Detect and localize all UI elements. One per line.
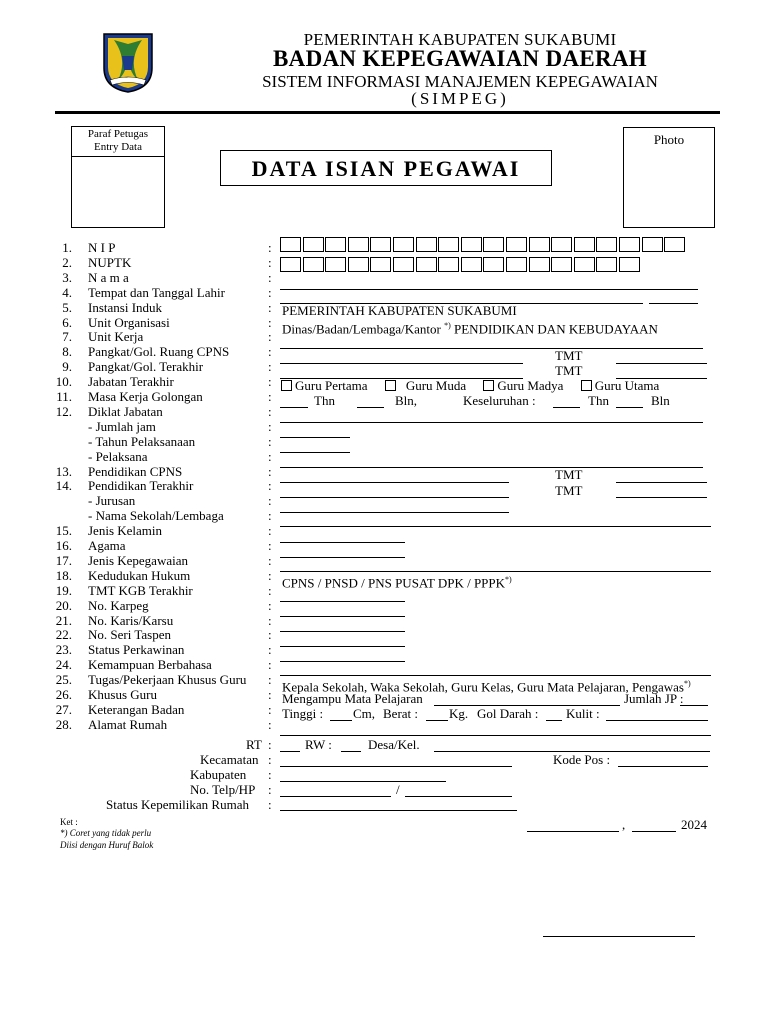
date-field[interactable]	[632, 831, 676, 832]
digit-cell[interactable]	[483, 237, 504, 252]
pelaksana-field[interactable]	[280, 467, 703, 468]
digit-cell[interactable]	[483, 257, 504, 272]
ket-note-2: Diisi dengan Huruf Balok	[60, 840, 154, 850]
jumlah-jp-label: Jumlah JP :	[624, 691, 684, 706]
field-label: Jenis Kepegawaian	[88, 553, 188, 568]
colon: :	[268, 797, 272, 812]
colon: :	[268, 583, 272, 598]
signature-line[interactable]	[543, 936, 695, 937]
field-label: Pendidikan Terakhir	[88, 478, 194, 493]
field-row	[0, 478, 768, 493]
field-label: Status Perkawinan	[88, 642, 185, 657]
colon: :	[268, 782, 272, 797]
field-row	[0, 627, 768, 642]
field-number: 3.	[62, 270, 72, 285]
colon: :	[268, 568, 272, 583]
nama-field[interactable]	[280, 289, 698, 290]
header-system: SISTEM INFORMASI MANAJEMEN KEPEGAWAIAN	[262, 72, 658, 91]
field-label: Masa Kerja Golongan	[88, 389, 203, 404]
digit-cell[interactable]	[280, 237, 301, 252]
colon: :	[268, 404, 272, 419]
digit-cell[interactable]	[348, 237, 369, 252]
unit-org-value: Dinas/Badan/Lembaga/Kantor *) PENDIDIKAN DAN KEBUDAYAAN	[282, 321, 658, 337]
field-number: 18.	[55, 568, 72, 583]
kedudukan-value: CPNS / PNSD / PNS PUSAT DPK / PPPK*)	[282, 575, 512, 591]
photo-box	[623, 127, 715, 228]
instansi-value: PEMERINTAH KABUPATEN SUKABUMI	[282, 303, 517, 318]
opt-guru-pertama[interactable]: Guru Pertama	[281, 378, 368, 393]
field-label: Keterangan Badan	[88, 702, 185, 717]
keseluruhan-label: Keseluruhan :	[463, 393, 536, 408]
field-number: 24.	[55, 657, 72, 672]
field-label: Tempat dan Tanggal Lahir	[88, 285, 225, 300]
field-label: Pendidikan CPNS	[88, 464, 183, 479]
tmt-cpns-field[interactable]	[616, 363, 707, 364]
field-number: 16.	[55, 538, 72, 553]
gol-darah-label: Gol Darah :	[477, 706, 539, 721]
colon: :	[268, 642, 272, 657]
jumlah-jp-field[interactable]	[680, 705, 708, 706]
digit-cell[interactable]	[393, 257, 414, 272]
pendidikan-cpns-field[interactable]	[280, 482, 509, 483]
field-row	[0, 642, 768, 657]
tmt-label: TMT	[555, 467, 583, 482]
field-label: N I P	[88, 240, 116, 255]
opt-guru-muda[interactable]: Guru Muda	[385, 378, 466, 393]
date-year: 2024	[681, 817, 707, 832]
field-label: No. Karis/Karsu	[88, 613, 174, 628]
colon: :	[268, 270, 272, 285]
field-row	[0, 508, 768, 523]
bln-label: Bln,	[395, 393, 418, 408]
digit-cell[interactable]	[642, 237, 663, 252]
field-label: NUPTK	[88, 255, 132, 270]
colon: :	[268, 329, 272, 344]
jurusan-field[interactable]	[280, 512, 509, 513]
colon: :	[268, 315, 272, 330]
colon: :	[268, 434, 272, 449]
digit-cell[interactable]	[619, 237, 640, 252]
diklat-field[interactable]	[280, 422, 703, 423]
colon: :	[268, 374, 272, 389]
field-label: Kemampuan Berbahasa	[88, 657, 212, 672]
tmt-kgb-field[interactable]	[280, 601, 405, 602]
field-number: 2.	[62, 255, 72, 270]
digit-cell[interactable]	[461, 257, 482, 272]
date-comma: ,	[622, 817, 626, 832]
nama-sekolah-field[interactable]	[280, 526, 711, 527]
checkbox-icon[interactable]	[581, 380, 592, 391]
mengampu-label: Mengampu Mata Pelajaran	[282, 691, 423, 706]
tmt-label: TMT	[555, 483, 583, 498]
checkbox-icon[interactable]	[483, 380, 494, 391]
slash: /	[396, 782, 400, 797]
field-label: Jenis Kelamin	[88, 523, 163, 538]
field-row	[0, 270, 768, 285]
jabatan-options	[281, 378, 659, 393]
field-number: 17.	[55, 553, 72, 568]
field-number: 10.	[55, 374, 72, 389]
ket-label: Ket :	[60, 817, 78, 827]
mk-thn-field[interactable]	[280, 407, 308, 408]
place-field[interactable]	[527, 831, 619, 832]
field-number: 4.	[62, 285, 72, 300]
telp-label: No. Telp/HP	[190, 782, 256, 797]
tinggi-field[interactable]	[330, 720, 352, 721]
taspen-field[interactable]	[280, 646, 405, 647]
colon: :	[268, 464, 272, 479]
header-acronym: (SIMPEG)	[411, 89, 509, 108]
digit-cell[interactable]	[664, 237, 685, 252]
field-label: - Jumlah jam	[88, 419, 156, 434]
digit-cell[interactable]	[348, 257, 369, 272]
field-label: - Tahun Pelaksanaan	[88, 434, 196, 449]
field-label: No. Seri Taspen	[88, 627, 171, 642]
colon: :	[268, 478, 272, 493]
field-label: - Jurusan	[88, 493, 136, 508]
mk-bln-field[interactable]	[357, 407, 384, 408]
jumlah-jam-field[interactable]	[280, 437, 350, 438]
field-number: 26.	[55, 687, 72, 702]
colon: :	[268, 687, 272, 702]
colon: :	[268, 553, 272, 568]
unit-kerja-field[interactable]	[280, 348, 703, 349]
status-perkawinan-field[interactable]	[280, 661, 405, 662]
header-agency: BADAN KEPEGAWAIAN DAERAH	[273, 46, 647, 71]
tugas-value: Kepala Sekolah, Waka Sekolah, Guru Kelas, Guru Mata Pelajaran, Pengawas*)	[282, 679, 691, 695]
karis-field[interactable]	[280, 631, 405, 632]
field-row	[0, 449, 768, 464]
colon: :	[268, 255, 272, 270]
colon: :	[268, 523, 272, 538]
digit-cell[interactable]	[529, 257, 550, 272]
field-label: Unit Kerja	[88, 329, 144, 344]
field-number: 7.	[62, 329, 72, 344]
rt-label: RT	[246, 737, 262, 752]
alamat-field[interactable]	[280, 735, 711, 736]
digit-cell[interactable]	[303, 237, 324, 252]
telp-field-2[interactable]	[405, 796, 512, 797]
photo-label: Photo	[653, 132, 685, 147]
digit-cell[interactable]	[438, 237, 459, 252]
tmt-pend-terakhir-field[interactable]	[616, 497, 707, 498]
digit-cell[interactable]	[506, 237, 527, 252]
field-label: Pangkat/Gol. Ruang CPNS	[88, 344, 230, 359]
form-title: DATA ISIAN PEGAWAI	[251, 156, 521, 181]
colon: :	[268, 613, 272, 628]
digit-cell[interactable]	[370, 257, 391, 272]
thn-label: Thn	[314, 393, 335, 408]
colon: :	[268, 737, 272, 752]
field-number: 27.	[55, 702, 72, 717]
rw-label: RW :	[305, 737, 332, 752]
tmt-label: TMT	[555, 363, 583, 378]
pangkat-cpns-field[interactable]	[280, 363, 523, 364]
field-label: TMT KGB Terakhir	[88, 583, 193, 598]
field-label: - Nama Sekolah/Lembaga	[88, 508, 224, 523]
field-number: 20.	[55, 598, 72, 613]
field-number: 22.	[55, 627, 72, 642]
digit-cell[interactable]	[506, 257, 527, 272]
jenis-kelamin-field[interactable]	[280, 542, 405, 543]
digit-cell[interactable]	[325, 237, 346, 252]
field-label: Diklat Jabatan	[88, 404, 163, 419]
ket-note-1: *) Coret yang tidak perlu	[60, 828, 152, 838]
field-number: 6.	[62, 315, 72, 330]
paraf-box	[71, 126, 165, 228]
colon: :	[268, 598, 272, 613]
field-label: Pangkat/Gol. Terakhir	[88, 359, 204, 374]
tmt-pend-cpns-field[interactable]	[616, 482, 707, 483]
colon: :	[268, 767, 272, 782]
colon: :	[268, 672, 272, 687]
field-number: 12.	[55, 404, 72, 419]
digit-cell[interactable]	[303, 257, 324, 272]
field-row	[0, 285, 768, 300]
field-label: Kedudukan Hukum	[88, 568, 191, 583]
digit-cell[interactable]	[370, 237, 391, 252]
desa-label: Desa/Kel.	[368, 737, 420, 752]
digit-cell[interactable]	[280, 257, 301, 272]
karpeg-field[interactable]	[280, 616, 405, 617]
digit-cell[interactable]	[551, 237, 572, 252]
colon: :	[268, 419, 272, 434]
field-label: Instansi Induk	[88, 300, 163, 315]
colon: :	[268, 508, 272, 523]
kecamatan-label: Kecamatan	[200, 752, 259, 767]
telp-field-1[interactable]	[280, 796, 391, 797]
digit-cell[interactable]	[619, 257, 640, 272]
status-rumah-label: Status Kepemilikan Rumah	[106, 797, 249, 812]
header-divider	[55, 111, 720, 114]
field-label: No. Karpeg	[88, 598, 149, 613]
thn-label: Thn	[588, 393, 609, 408]
berat-label: Berat :	[383, 706, 419, 721]
colon: :	[268, 449, 272, 464]
field-row	[0, 553, 768, 568]
field-number: 8.	[62, 344, 72, 359]
digit-cell[interactable]	[574, 237, 595, 252]
paraf-label: Paraf Petugas Entry Data	[87, 128, 149, 153]
digit-cell[interactable]	[325, 257, 346, 272]
agama-field[interactable]	[280, 557, 405, 558]
field-row	[0, 434, 768, 449]
field-row	[0, 657, 768, 672]
digit-cell[interactable]	[393, 237, 414, 252]
tmt-label: TMT	[555, 348, 583, 363]
ks-bln-field[interactable]	[616, 407, 643, 408]
field-label: Jabatan Terakhir	[88, 374, 174, 389]
field-label: Khusus Guru	[88, 687, 157, 702]
kecamatan-field[interactable]	[280, 766, 512, 767]
field-number: 15.	[55, 523, 72, 538]
kode-pos-field[interactable]	[618, 766, 708, 767]
kabupaten-field[interactable]	[280, 781, 446, 782]
cm-label: Cm,	[353, 706, 376, 721]
tahun-pelaksanaan-field[interactable]	[280, 452, 350, 453]
colon: :	[268, 359, 272, 374]
colon: :	[268, 344, 272, 359]
colon: :	[268, 493, 272, 508]
digit-cell[interactable]	[551, 257, 572, 272]
pendidikan-terakhir-field[interactable]	[280, 497, 509, 498]
kode-pos-label: Kode Pos :	[553, 752, 611, 767]
ks-thn-field[interactable]	[553, 407, 580, 408]
field-label: Tugas/Pekerjaan Khusus Guru	[88, 672, 247, 687]
digit-cell[interactable]	[461, 237, 482, 252]
opt-guru-madya[interactable]: Guru Madya	[483, 378, 563, 393]
colon: :	[268, 389, 272, 404]
colon: :	[268, 538, 272, 553]
digit-cell[interactable]	[596, 257, 617, 272]
berat-field[interactable]	[426, 720, 448, 721]
rt-field[interactable]	[280, 751, 300, 752]
gol-darah-field[interactable]	[546, 720, 562, 721]
colon: :	[268, 752, 272, 767]
digit-cell[interactable]	[596, 237, 617, 252]
field-number: 19.	[55, 583, 72, 598]
tinggi-label: Tinggi :	[282, 706, 324, 721]
kg-label: Kg.	[449, 706, 469, 721]
field-label: Agama	[88, 538, 126, 553]
digit-cell[interactable]	[416, 257, 437, 272]
rw-field[interactable]	[341, 751, 361, 752]
field-number: 23.	[55, 642, 72, 657]
bln-label: Bln	[651, 393, 670, 408]
title-box	[220, 150, 552, 186]
field-number: 9.	[62, 359, 72, 374]
colon: :	[268, 627, 272, 642]
field-number: 1.	[62, 240, 72, 255]
kulit-field[interactable]	[606, 720, 708, 721]
field-label: - Pelaksana	[88, 449, 148, 464]
field-row	[0, 538, 768, 553]
kulit-label: Kulit :	[566, 706, 600, 721]
colon: :	[268, 285, 272, 300]
digit-cell[interactable]	[574, 257, 595, 272]
field-number: 21.	[55, 613, 72, 628]
status-rumah-field[interactable]	[280, 810, 517, 811]
field-label: N a m a	[88, 270, 129, 285]
tanggal-lahir-field[interactable]	[649, 303, 698, 304]
field-number: 11.	[56, 389, 72, 404]
digit-cell[interactable]	[529, 237, 550, 252]
field-number: 14.	[55, 478, 72, 493]
field-row	[0, 359, 768, 374]
field-label: Alamat Rumah	[88, 717, 168, 732]
kabupaten-sukabumi-logo	[100, 30, 156, 94]
field-label: Unit Organisasi	[88, 315, 170, 330]
digit-cell[interactable]	[438, 257, 459, 272]
field-number: 5.	[62, 300, 72, 315]
checkbox-icon[interactable]	[281, 380, 292, 391]
field-row	[0, 493, 768, 508]
colon: :	[268, 657, 272, 672]
field-row	[0, 344, 768, 359]
header-government: PEMERINTAH KABUPATEN SUKABUMI	[303, 30, 617, 49]
field-number: 13.	[55, 464, 72, 479]
colon: :	[268, 240, 272, 255]
colon: :	[268, 702, 272, 717]
checkbox-icon[interactable]	[385, 380, 396, 391]
colon: :	[268, 717, 272, 732]
colon: :	[268, 300, 272, 315]
digit-cell[interactable]	[416, 237, 437, 252]
field-number: 28.	[55, 717, 72, 732]
field-number: 25.	[55, 672, 72, 687]
kabupaten-label: Kabupaten	[190, 767, 247, 782]
opt-guru-utama[interactable]: Guru Utama	[581, 378, 660, 393]
